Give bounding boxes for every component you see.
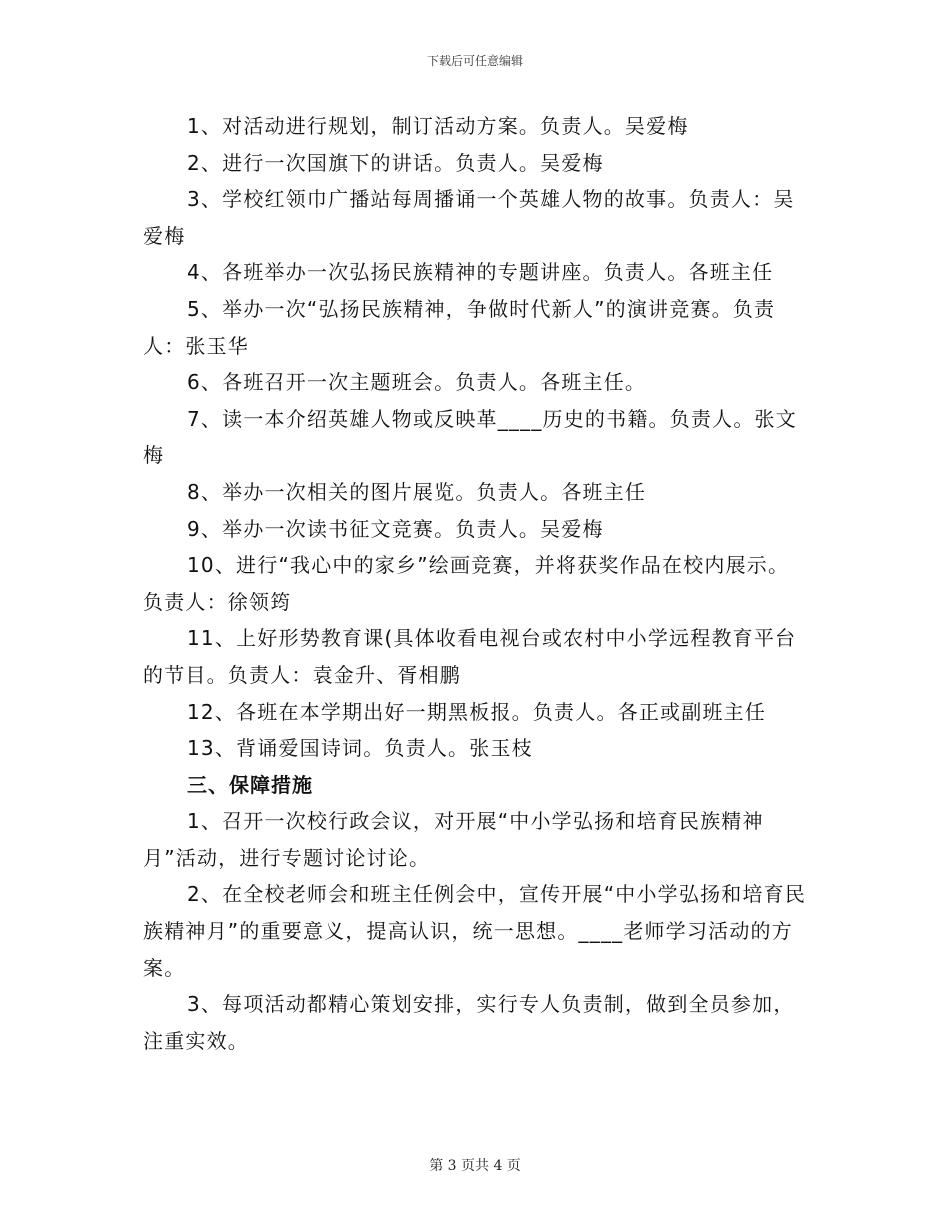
list-item-4: 4、各班举办一次弘扬民族精神的专题讲座。负责人。各班主任 [187,260,774,285]
list-item-11: 11、上好形势教育课(具体收看电视台或农村中小学远程教育平台的节目。负责人：袁金升、胥相鹏 [143,626,797,687]
list-item-13: 13、背诵爱国诗词。负责人。张玉枝 [187,736,533,761]
list-item-10: 10、进行“我心中的家乡”绘画竞赛，并将获奖作品在校内展示。负责人：徐领筠 [143,553,790,614]
measure-item-3: 3、每项活动都精心策划安排，实行专人负责制，做到全员参加，注重实效。 [143,992,795,1053]
list-item-3: 3、学校红领巾广播站每周播诵一个英雄人物的故事。负责人：吴爱梅 [143,187,795,248]
document-body [143,108,808,1059]
list-item-2: 2、进行一次国旗下的讲话。负责人。吴爱梅 [187,150,604,175]
list-item-7: 7、读一本介绍英雄人物或反映革____历史的书籍。负责人。张文梅 [143,406,797,468]
list-item-5: 5、举办一次“弘扬民族精神，争做时代新人”的演讲竞赛。负责人：张玉华 [143,296,776,358]
list-item-9: 9、举办一次读书征文竞赛。负责人。吴爱梅 [187,516,604,541]
list-item-6: 6、各班召开一次主题班会。负责人。各班主任。 [187,370,647,395]
page-number: 第 3 页共 4 页 [429,1158,521,1174]
list-item-12: 12、各班在本学期出好一期黑板报。负责人。各正或副班主任 [187,699,767,724]
header-note: 下载后可任意编辑 [426,54,523,68]
section-heading: 三、保障措施 [187,772,313,797]
list-item-8: 8、举办一次相关的图片展览。负责人。各班主任 [187,479,647,504]
measure-item-2: 2、在全校老师会和班主任例会中，宣传开展“中小学弘扬和培育民族精神月”的重要意义，提高认识，统一思想。____老师学习活动的方案。 [143,882,807,980]
measure-item-1: 1、召开一次校行政会议，对开展“中小学弘扬和培育民族精神月”活动，进行专题讨论讨论。 [143,809,764,870]
list-item-1: 1、对活动进行规划，制订活动方案。负责人。吴爱梅 [187,114,689,138]
